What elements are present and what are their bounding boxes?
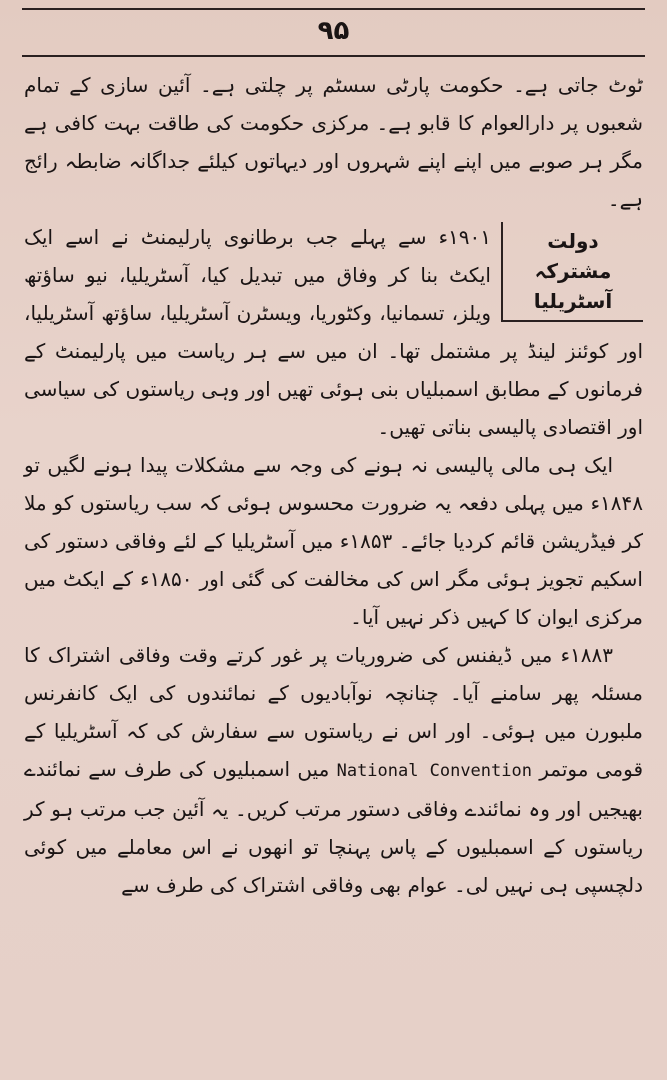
body-text [24, 66, 643, 904]
english-term: National Convention [336, 761, 532, 781]
header-rule [22, 55, 645, 57]
paragraph-2: ایک ہی مالی پالیسی نہ ہونے کی وجہ سے مشکلات پیدا ہونے لگیں تو ۱۸۴۸ء میں پہلی دفعہ یہ ضرورت محسوس ہوئی کہ سب ریاستوں کو ملا کر فیڈریشن قائم کردیا جائے۔ ۱۸۵۳ء میں آسٹریلیا کے لئے وفاقی دستور کی اسکیم تجویز ہوئی مگر اس کی مخالفت کی گئی اور ۱۸۵۰ء کے ایکٹ میں مرکزی ایوان کا کہیں ذکر نہیں آیا۔ [24, 453, 644, 629]
section-heading: دولت مشترکہ آسٹریلیا [501, 222, 643, 322]
paragraph-3-part-2: میں اسمبلیوں کی طرف سے نمائندے بھیجیں اور وہ نمائندے وفاقی دستور مرتب کریں۔ یہ آئین جب مرتب ہو کر ریاستوں کے اسمبلیوں کے پاس پہنچا تو انھوں نے اس معاملے میں کوئی دلچسپی ہی نہیں لی۔ عوام بھی وفاقی اشتراک کی طرف سے [24, 757, 643, 897]
paragraph-1: ۱۹۰۱ء سے پہلے جب برطانوی پارلیمنٹ نے اسے ایک ایکٹ بنا کر وفاق میں تبدیل کیا، آسٹریلیا، نیو ساؤتھ ویلز، تسمانیا، وکٹوریا، ویسٹرن آسٹریلیا، ساؤتھ آسٹریلیا، اور کوئنز لینڈ پر مشتمل تھا۔ ان میں سے ہر ریاست میں پارلیمنٹ کے فرمانوں کے مطابق اسمبلیاں بنی ہوئی تھیں اور وہی ریاستوں کی سیاسی اور اقتصادی پالیسی بناتی تھیں۔ [24, 225, 643, 439]
paragraph-3-part-1: ۱۸۸۳ء میں ڈیفنس کی ضروریات پر غور کرتے وقت وفاقی اشتراک کا مسئلہ پھر سامنے آیا۔ چنانچہ نوآبادیوں کے نمائندوں کی ایک کانفرنس ملبورن میں ہوئی۔ اور اس نے ریاستوں سے سفارش کی کہ آسٹریلیا کے قومی موتمر [24, 643, 644, 781]
top-rule [22, 8, 645, 10]
paragraph-3 [24, 636, 643, 904]
page-number: ۹۵ [317, 16, 350, 46]
intro-paragraph: ٹوٹ جاتی ہے۔ حکومت پارٹی سسٹم پر چلتی ہے۔ آئین سازی کے تمام شعبوں پر دارالعوام کا قابو ہے۔ مرکزی حکومت کی طاقت بہت کافی ہے مگر ہر صوبے میں اپنے اپنے شہروں اور دیہاتوں کیلئے جداگانہ ضابطہ رائج ہے۔ [24, 73, 643, 211]
